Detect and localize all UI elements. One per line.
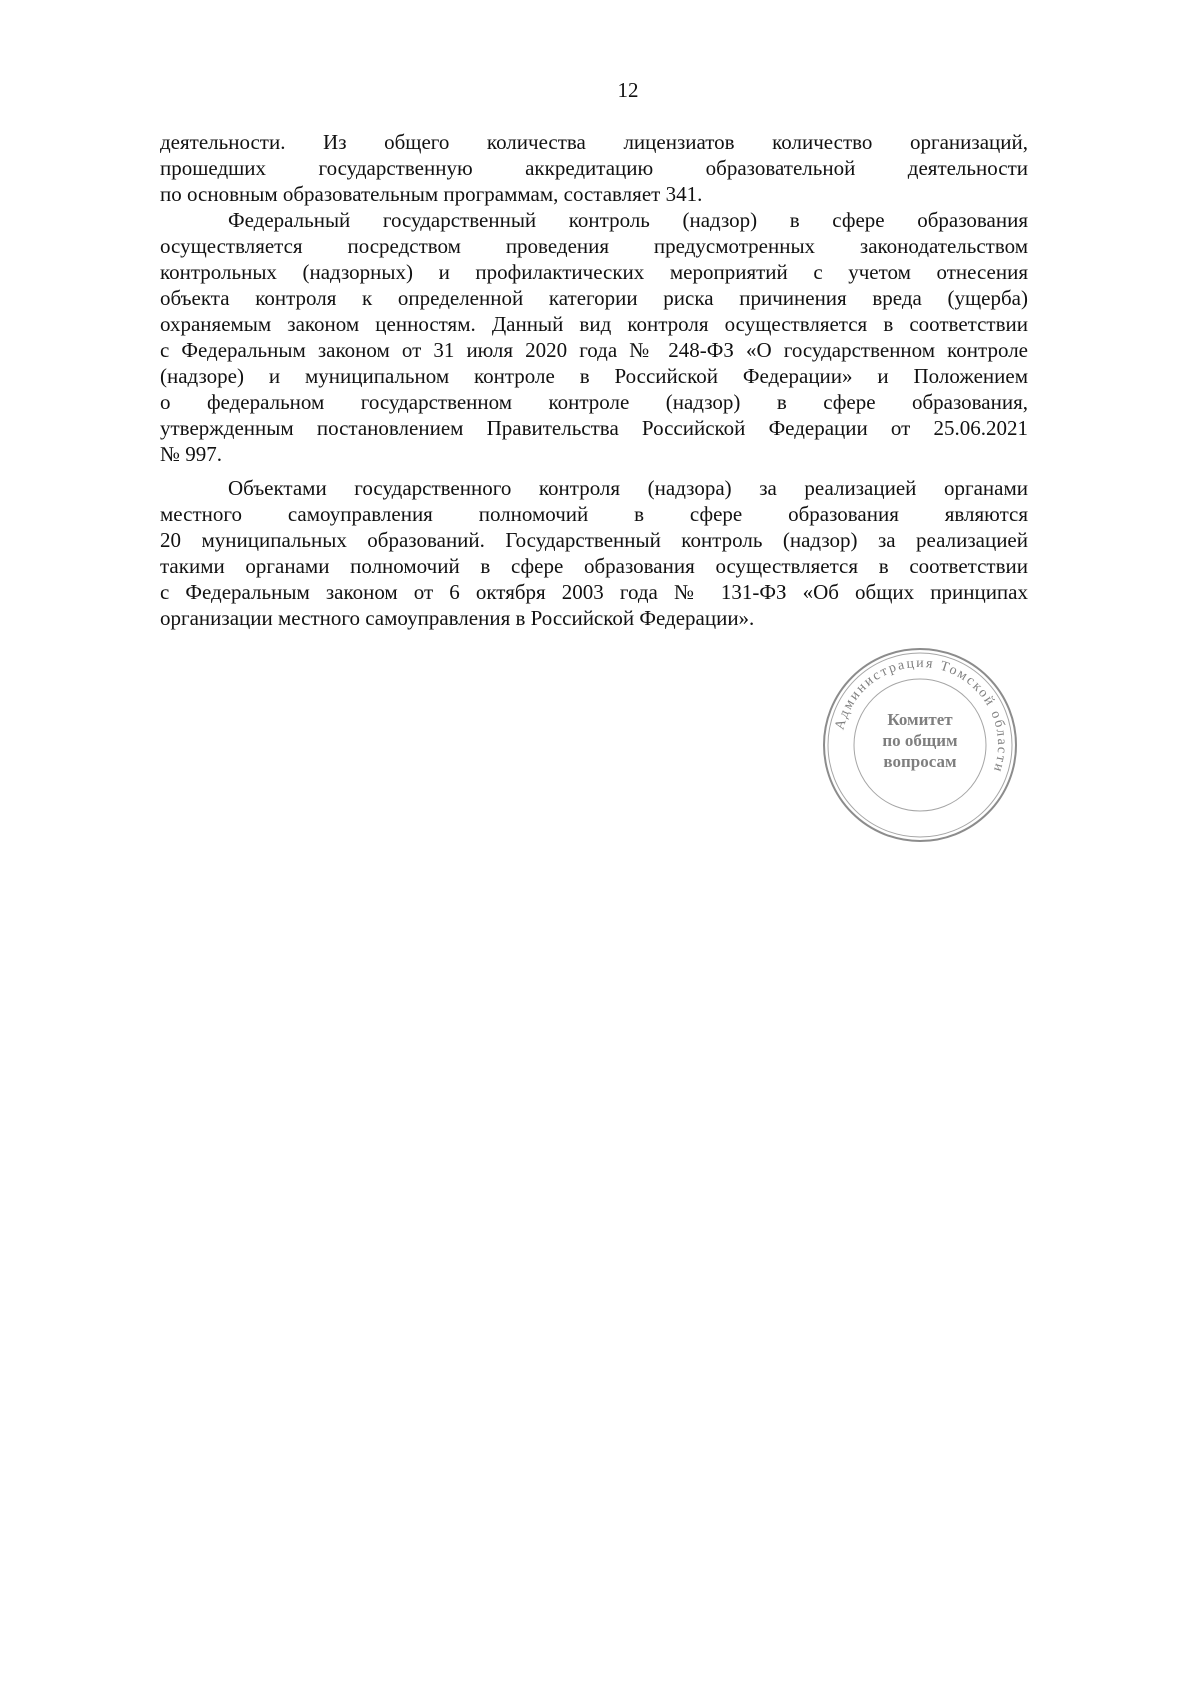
document-body (160, 129, 1028, 631)
text-line: Объектами государственного контроля (надзора) за реализацией органами (228, 476, 1028, 500)
stamp-center-line: Комитет (887, 710, 953, 729)
text-line: такими органами полномочий в сфере образования осуществляется в соответствии (160, 554, 1028, 578)
text-line: с Федеральным законом от 31 июля 2020 года № 248-ФЗ «О государственном контроле (160, 338, 1028, 362)
paragraph (160, 207, 1028, 467)
text-line: контрольных (надзорных) и профилактических мероприятий с учетом отнесения (160, 260, 1028, 284)
text-line: деятельности. Из общего количества лицензиатов количество организаций, (160, 130, 1028, 154)
official-stamp (820, 645, 1020, 845)
text-line: по основным образовательным программам, составляет 341. (160, 182, 703, 206)
text-line: с Федеральным законом от 6 октября 2003 года № 131-ФЗ «Об общих принципах (160, 580, 1028, 604)
text-line: (надзоре) и муниципальном контроле в Российской Федерации» и Положением (160, 364, 1028, 388)
paragraph (160, 129, 1028, 207)
text-line: местного самоуправления полномочий в сфере образования являются (160, 502, 1028, 526)
text-line: о федеральном государственном контроле (надзор) в сфере образования, (160, 390, 1028, 414)
text-line: объекта контроля к определенной категории риска причинения вреда (ущерба) (160, 286, 1028, 310)
text-line: прошедших государственную аккредитацию образовательной деятельности (160, 156, 1028, 180)
text-line: 20 муниципальных образований. Государственный контроль (надзор) за реализацией (160, 528, 1028, 552)
text-line: № 997. (160, 442, 223, 466)
paragraph (160, 475, 1028, 631)
stamp-center-line: по общим (882, 731, 958, 750)
page-number: 12 (617, 78, 639, 102)
text-line: Федеральный государственный контроль (надзор) в сфере образования (228, 208, 1028, 232)
stamp-ring-text: Администрация Томской области (832, 655, 1010, 776)
text-line: утвержденным постановлением Правительства Российской Федерации от 25.06.2021 (160, 416, 1028, 440)
text-line: осуществляется посредством проведения предусмотренных законодательством (160, 234, 1028, 258)
stamp-center-line: вопросам (883, 752, 957, 771)
text-line: организации местного самоуправления в Российской Федерации». (160, 606, 755, 630)
text-line: охраняемым законом ценностям. Данный вид контроля осуществляется в соответствии (160, 312, 1028, 336)
